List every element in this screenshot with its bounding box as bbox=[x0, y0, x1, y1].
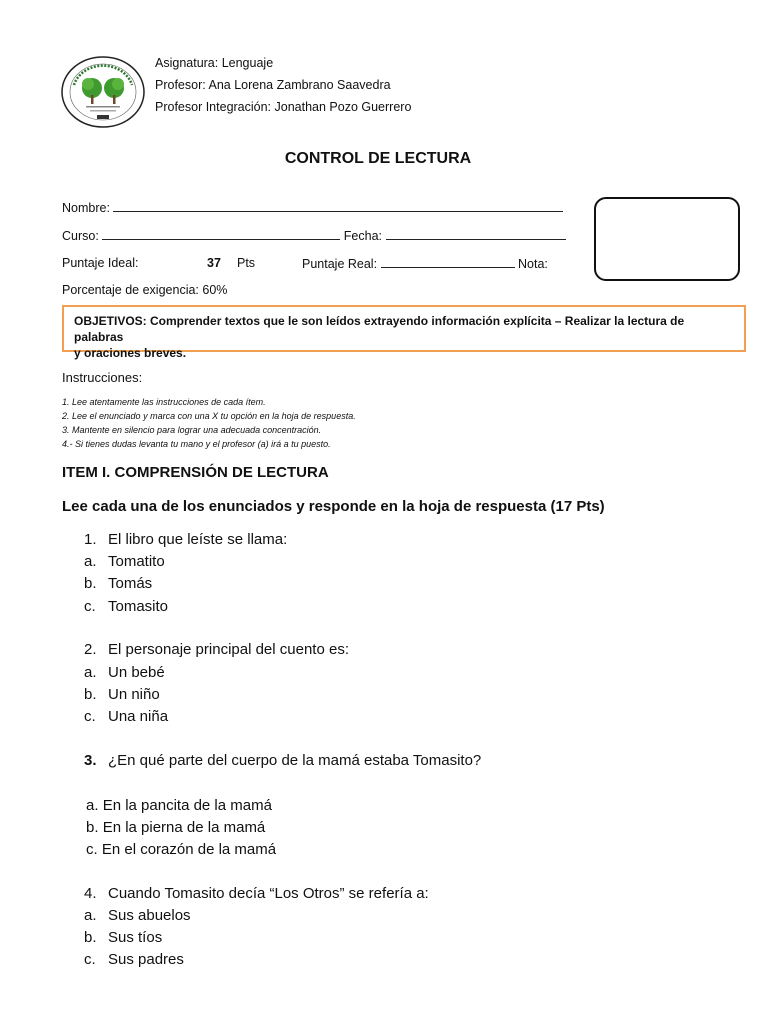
course-blank[interactable] bbox=[102, 228, 340, 240]
name-blank[interactable] bbox=[113, 200, 563, 212]
school-logo bbox=[60, 55, 146, 129]
item-lead: Lee cada una de los enunciados y responde en la hoja de respuesta (17 Pts) bbox=[62, 498, 605, 515]
option-text: Sus padres bbox=[108, 951, 184, 968]
instruction-item: 4.- Si tienes dudas levanta tu mano y el profesor (a) irá a tu puesto. bbox=[62, 439, 331, 449]
question-text: ¿En qué parte del cuerpo de la mamá estaba Tomasito? bbox=[108, 752, 482, 769]
grade-box[interactable] bbox=[594, 197, 740, 281]
objectives-line-2: y oraciones breves. bbox=[74, 346, 187, 360]
real-score-row bbox=[302, 256, 548, 271]
option-2a[interactable] bbox=[84, 664, 165, 681]
option-text: Sus abuelos bbox=[108, 907, 191, 924]
option-text: En la pierna de la mamá bbox=[102, 819, 266, 836]
option-1a[interactable] bbox=[84, 553, 165, 570]
option-letter: c. bbox=[84, 708, 96, 725]
option-letter: b. bbox=[84, 929, 97, 946]
name-field-row bbox=[62, 200, 563, 215]
question-text: Cuando Tomasito decía “Los Otros” se refería a: bbox=[108, 885, 429, 902]
option-text: Una niña bbox=[108, 708, 169, 725]
option-4b[interactable] bbox=[84, 929, 162, 946]
question-text: El libro que leíste se llama: bbox=[108, 531, 288, 548]
option-3b[interactable] bbox=[86, 819, 265, 836]
question-number: 2. bbox=[84, 641, 97, 658]
integration-teacher-line: Profesor Integración: Jonathan Pozo Guerrero bbox=[155, 100, 412, 114]
item-heading: ITEM I. COMPRENSIÓN DE LECTURA bbox=[62, 464, 329, 481]
option-4a[interactable] bbox=[84, 907, 191, 924]
question-number: 3. bbox=[84, 752, 97, 769]
date-blank[interactable] bbox=[386, 228, 566, 240]
option-text: Tomatito bbox=[108, 553, 165, 570]
page-title: CONTROL DE LECTURA bbox=[284, 150, 472, 167]
name-label: Nombre: bbox=[62, 201, 110, 215]
instructions-heading: Instrucciones: bbox=[62, 370, 143, 385]
option-3c[interactable] bbox=[86, 841, 276, 858]
option-letter: c. bbox=[84, 951, 96, 968]
ideal-score-value: 37 bbox=[207, 256, 221, 270]
question-4 bbox=[84, 885, 429, 902]
option-letter: b. bbox=[84, 575, 97, 592]
teacher-line: Profesor: Ana Lorena Zambrano Saavedra bbox=[155, 78, 391, 92]
option-text: Tomasito bbox=[108, 598, 169, 615]
course-label: Curso: bbox=[62, 229, 99, 243]
date-label: Fecha: bbox=[343, 229, 383, 243]
objectives-line-1: OBJETIVOS: Comprender textos que le son leídos extrayendo información explícita – Realizar la lectura de palabras bbox=[74, 314, 685, 344]
ideal-score-label: Puntaje Ideal: bbox=[62, 256, 139, 270]
option-letter: b. bbox=[86, 819, 99, 836]
question-number: 4. bbox=[84, 885, 97, 902]
option-letter: a. bbox=[84, 664, 97, 681]
question-text: El personaje principal del cuento es: bbox=[108, 641, 349, 658]
real-score-label: Puntaje Real: bbox=[302, 257, 378, 271]
pts-label: Pts bbox=[237, 256, 256, 270]
option-1b[interactable] bbox=[84, 575, 152, 592]
option-letter: c. bbox=[86, 841, 98, 858]
instruction-item: 3. Mantente en silencio para lograr una adecuada concentración. bbox=[62, 425, 322, 435]
option-4c[interactable] bbox=[84, 951, 184, 968]
option-text: Sus tíos bbox=[108, 929, 163, 946]
option-text: En el corazón de la mamá bbox=[101, 841, 277, 858]
requirement-text: Porcentaje de exigencia: 60% bbox=[62, 283, 228, 297]
option-letter: a. bbox=[84, 553, 97, 570]
option-text: Tomás bbox=[108, 575, 153, 592]
objectives-box bbox=[62, 305, 746, 360]
instruction-item: 1. Lee atentamente las instrucciones de cada ítem. bbox=[62, 397, 266, 407]
option-1c[interactable] bbox=[84, 598, 168, 615]
option-text: Un bebé bbox=[108, 664, 165, 681]
option-letter: a. bbox=[86, 797, 99, 814]
option-letter: b. bbox=[84, 686, 97, 703]
question-1 bbox=[84, 531, 287, 548]
option-letter: c. bbox=[84, 598, 96, 615]
question-number: 1. bbox=[84, 531, 97, 548]
option-text: Un niño bbox=[108, 686, 160, 703]
option-letter: a. bbox=[84, 907, 97, 924]
subject-line: Asignatura: Lenguaje bbox=[155, 56, 274, 70]
real-score-blank[interactable] bbox=[381, 256, 515, 268]
option-3a[interactable] bbox=[86, 797, 272, 814]
option-2b[interactable] bbox=[84, 686, 160, 703]
option-text: En la pancita de la mamá bbox=[102, 797, 272, 814]
instruction-item: 2. Lee el enunciado y marca con una X tu opción en la hoja de respuesta. bbox=[62, 411, 356, 421]
course-date-row bbox=[62, 228, 566, 243]
question-3 bbox=[84, 752, 481, 769]
option-2c[interactable] bbox=[84, 708, 168, 725]
grade-label: Nota: bbox=[518, 257, 548, 271]
question-2 bbox=[84, 641, 349, 658]
